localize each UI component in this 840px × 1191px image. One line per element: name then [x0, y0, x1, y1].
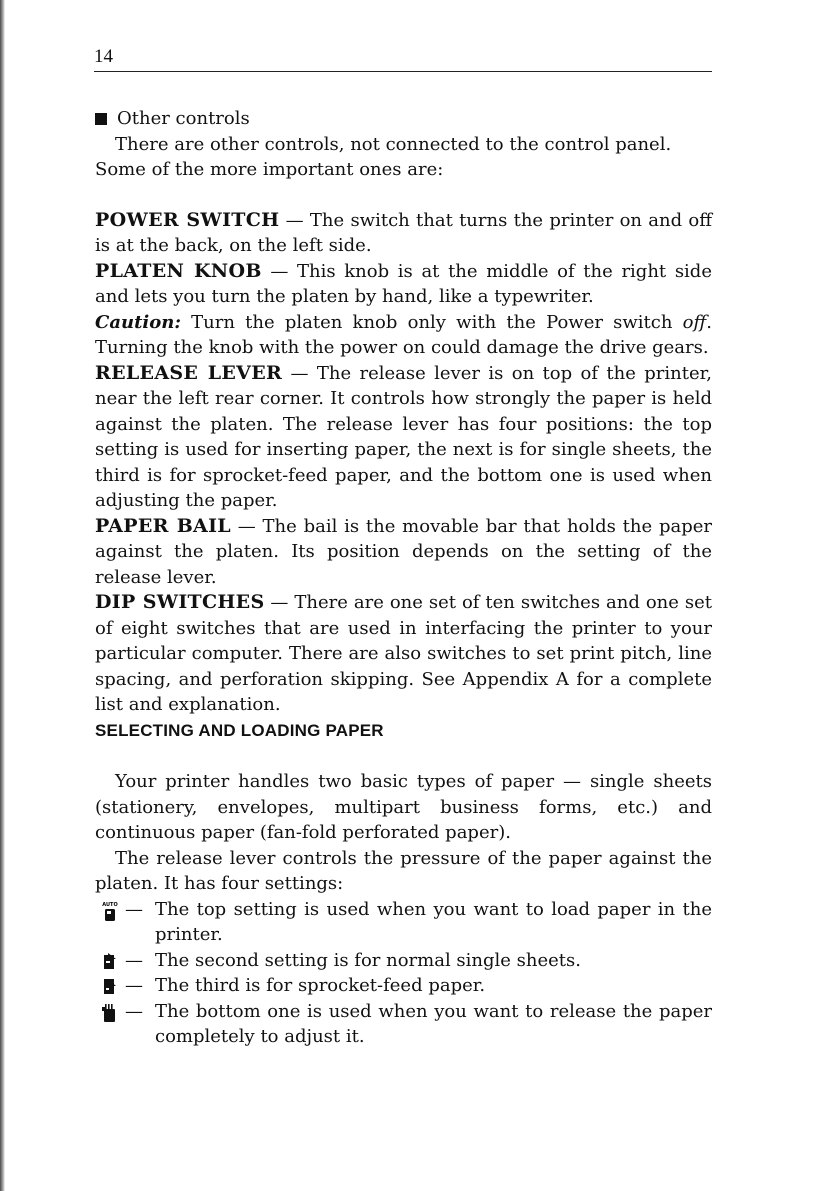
lever-single-sheet-icon [95, 948, 125, 970]
lever-setting-text: The bottom one is used when you want to release the paper completely to adjust it. [155, 1000, 712, 1047]
control-term: PLATEN KNOB [95, 259, 262, 282]
lever-setting-text: The second setting is for normal single sheets. [155, 949, 581, 971]
intro-line-1: There are other controls, not connected to the control panel. [115, 133, 672, 155]
control-description: The bail is the movable bar that holds the paper against the platen. Its position depends on the setting of the release lever. [95, 515, 712, 588]
lever-setting-item [95, 948, 712, 974]
other-controls-heading [95, 106, 712, 132]
control-term: DIP SWITCHES [95, 591, 265, 613]
control-dash: — [261, 260, 298, 282]
intro-line-2: Some of the more important ones are: [95, 159, 444, 180]
lever-setting-text: The top setting is used when you want to load paper in the printer. [155, 898, 712, 945]
control-description: The switch that turns the printer on and off is at the back, on the left side. [95, 209, 713, 256]
lever-sprocket-icon [95, 973, 125, 995]
spacer [95, 183, 712, 208]
control-release-lever [95, 361, 712, 514]
selecting-paragraph-2: The release lever controls the pressure of the paper against the platen. It has four settings: [95, 847, 712, 894]
lever-dash: — [125, 1000, 143, 1022]
other-controls-intro [95, 132, 712, 183]
control-term: POWER SWITCH [95, 208, 280, 231]
square-bullet-icon [95, 113, 107, 125]
caution-text: Turn the platen knob only with the Power switch [180, 311, 683, 333]
lever-dash: — [125, 975, 143, 996]
lever-auto-icon [95, 897, 125, 923]
selecting-paragraph-1: Your printer handles two basic types of paper — single sheets (stationery, envelopes, multipart business forms, etc.) and continuous paper (fan-fold perforated paper). [95, 771, 712, 843]
control-dash: — [282, 362, 317, 384]
control-platen-knob [95, 259, 712, 310]
control-dash: — [279, 209, 310, 231]
other-controls-heading-text: Other controls [117, 108, 250, 129]
lever-setting-item [95, 999, 712, 1050]
control-term: RELEASE LEVER [95, 361, 283, 384]
control-description: This knob is at the middle of the right side and lets you turn the platen by hand, like a typewriter. [95, 260, 712, 307]
lever-dash: — [125, 949, 143, 971]
control-description: The release lever is on top of the printer, near the left rear corner. It controls how strongly the paper is held against the platen. The release lever has four positions: the top setting is used for inserting paper, the next is for single sheets, the third is for sprocket-feed paper, and the bottom one is used when adjusting the paper. [95, 362, 712, 511]
control-description: There are one set of ten switches and one set of eight switches that are used in interfacing the printer to your particular computer. There are also switches to set print pitch, line spacing, and perforation skipping. See Appendix A for a complete list and explanation. [95, 592, 712, 715]
lever-auto-label: AUTO [102, 901, 118, 908]
control-power-switch [95, 208, 712, 259]
control-dip-switches [95, 590, 712, 718]
scan-edge [0, 0, 5, 1191]
lever-release-icon [95, 999, 125, 1023]
lever-setting-item [95, 973, 712, 999]
caution-label: Caution: [95, 311, 181, 333]
control-dash: — [230, 515, 263, 537]
selecting-paper-heading: SELECTING AND LOADING PAPER [95, 720, 384, 740]
header-rule [94, 71, 712, 72]
caution-emphasis: off [682, 311, 707, 333]
lever-setting-text: The third is for sprocket-feed paper. [155, 975, 486, 996]
page-number: 14 [94, 46, 113, 67]
control-paper-bail [95, 514, 712, 591]
caution-text-end: . Turning the knob with the power on could damage the drive gears. [95, 311, 712, 358]
control-term: PAPER BAIL [95, 514, 231, 537]
control-dash: — [264, 592, 295, 613]
lever-dash: — [125, 898, 143, 920]
page-content [95, 106, 712, 1050]
lever-setting-item [95, 897, 712, 948]
caution-note [95, 310, 712, 361]
